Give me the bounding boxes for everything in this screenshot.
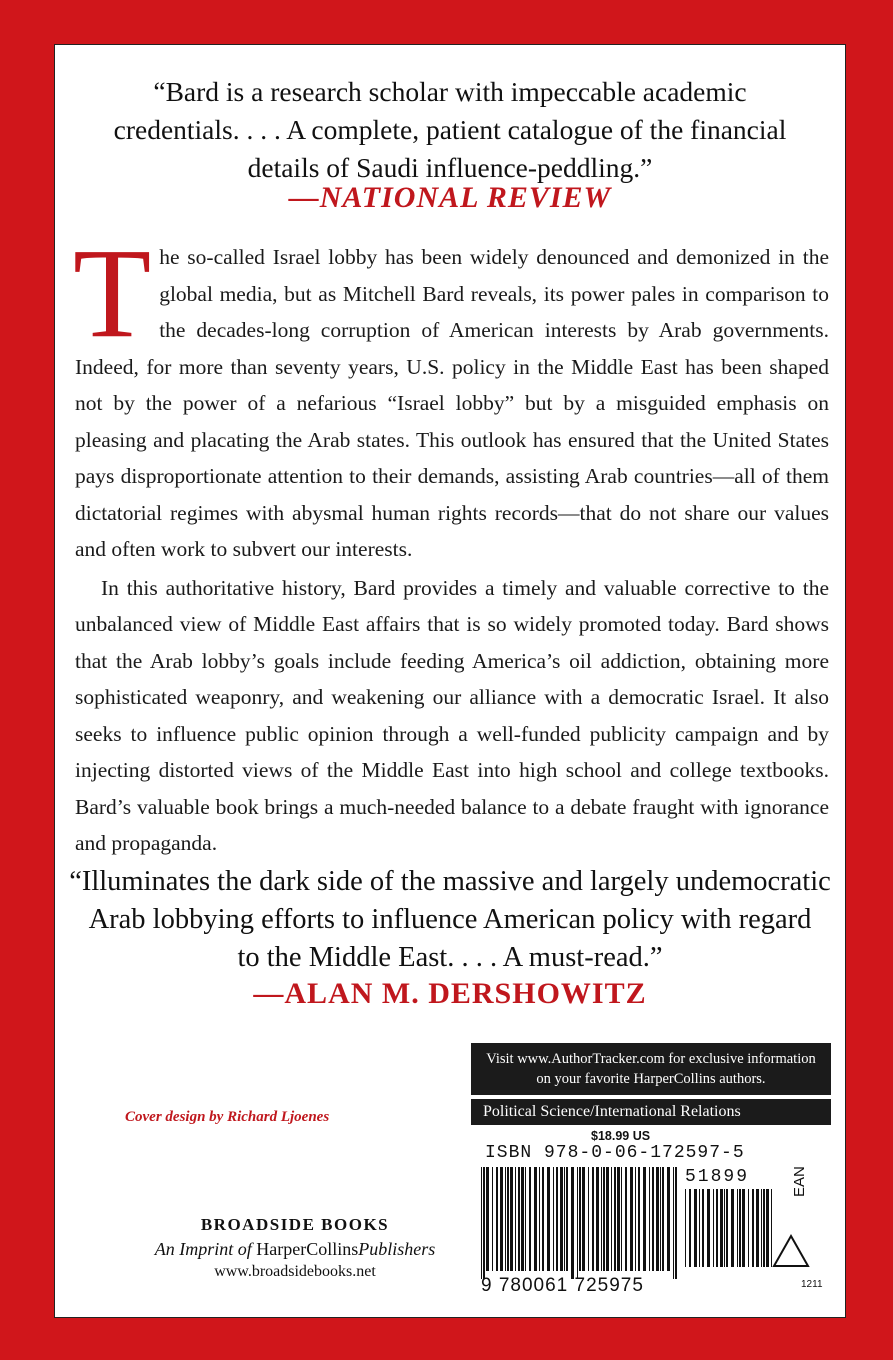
barcode-bar	[652, 1167, 654, 1271]
barcode-bar	[625, 1167, 627, 1271]
barcode-bar	[547, 1167, 550, 1271]
barcode-bar	[518, 1167, 520, 1271]
isbn-number: ISBN 978-0-06-172597-5	[485, 1143, 745, 1163]
barcode-bar	[707, 1189, 710, 1267]
barcode-bar	[564, 1167, 565, 1271]
barcode-bar	[500, 1167, 503, 1271]
barcode-bar	[720, 1189, 723, 1267]
barcode-bar	[606, 1167, 609, 1271]
barcode-bar	[507, 1167, 509, 1271]
barcode-bar	[483, 1167, 485, 1279]
publisher-block	[125, 1215, 465, 1281]
publisher-name: BROADSIDE BOOKS	[200, 1215, 390, 1234]
barcode-bar	[763, 1189, 765, 1267]
barcode-bar	[556, 1167, 558, 1271]
barcode-bar	[694, 1189, 697, 1267]
barcode-bar	[689, 1189, 691, 1267]
barcode-bar	[601, 1167, 602, 1271]
barcode-bar	[566, 1167, 568, 1271]
barcode-bar	[614, 1167, 616, 1271]
barcode-bar	[635, 1167, 636, 1271]
barcode-bar	[582, 1167, 585, 1271]
barcode-bar	[481, 1167, 482, 1279]
barcode-bar	[649, 1167, 650, 1271]
barcode-bar	[525, 1167, 526, 1271]
bottom-quote-line: to the Middle East. . . . A must-read.”	[237, 942, 663, 973]
barcode-bar	[638, 1167, 640, 1271]
barcode-bar	[766, 1189, 769, 1267]
publisher-imprint	[125, 1239, 465, 1260]
barcode-bar	[553, 1167, 554, 1271]
barcode-bar	[656, 1167, 659, 1271]
price: $18.99 US	[591, 1129, 651, 1143]
barcode-bar	[560, 1167, 563, 1271]
barcode-bar	[748, 1189, 749, 1267]
barcode-bar	[630, 1167, 633, 1271]
addon-number: 51899	[685, 1167, 750, 1187]
bottom-quote	[55, 863, 845, 977]
barcode-bar	[617, 1167, 620, 1271]
print-code: 1211	[801, 1279, 823, 1290]
barcode-bar	[660, 1167, 661, 1271]
barcode-area	[471, 1127, 831, 1303]
imprint-suffix: Publishers	[358, 1239, 436, 1259]
top-quote	[55, 73, 845, 187]
bottom-quote-attribution: —ALAN M. DERSHOWITZ	[253, 977, 647, 1010]
imprint-prefix: An Imprint of	[154, 1239, 252, 1259]
barcode-bar	[496, 1167, 498, 1271]
barcode-bar	[726, 1189, 728, 1267]
paragraph-1-text: he so-called Israel lobby has been widely denounced and demonized in the global media, but as Mitchell Bard reveals, its power pales in comparison to the decades-long corruption of American interests by Arab governments. Indeed, for more than seventy years, U.S. policy in the Middle East has been shaped not by the power of a nefarious “Israel lobby” but by a misguided emphasis on pleasing and placating the Arab states. This outlook has ensured that the United States pays disproportionate attention to their demands, assisting Arab countries—all of them dictatorial regimes with abysmal human rights records—that do not share our values and often work to subvert our interests.	[75, 245, 829, 561]
barcode-bar	[542, 1167, 544, 1271]
barcode-bar	[611, 1167, 612, 1271]
barcode-bar	[673, 1167, 674, 1279]
barcode-bar	[752, 1189, 754, 1267]
barcode-bar	[596, 1167, 599, 1271]
barcode-bar	[739, 1189, 741, 1267]
barcode-bar	[716, 1189, 718, 1267]
barcode-bar	[492, 1167, 493, 1271]
author-tracker-box	[471, 1043, 831, 1095]
back-cover-panel	[54, 44, 846, 1318]
barcode-bar	[675, 1167, 677, 1279]
barcode-bar	[521, 1167, 524, 1271]
barcode-bar	[756, 1189, 759, 1267]
bottom-quote-line: Arab lobbying efforts to influence American policy with regard	[88, 904, 812, 935]
description-paragraph-2: In this authoritative history, Bard provides a timely and valuable corrective to the unbalanced view of Middle East affairs that is so widely promoted today. Bard shows that the Arab lobby’s goals include feeding America’s oil addiction, obtaining more sophisticated weaponry, and weakening our alliance with a democratic Israel. It also seeks to influence public opinion through a well-funded publicity campaign and by injecting distorted views of the Middle East into high school and college textbooks. Bard’s valuable book brings a much-needed balance to a debate fraught with ignorance and propaganda.	[75, 575, 829, 855]
barcode-bar	[685, 1189, 686, 1267]
barcode-bar	[539, 1167, 540, 1271]
barcode-bar	[529, 1167, 531, 1271]
imprint-house: HarperCollins	[256, 1239, 359, 1259]
barcode-bar	[486, 1167, 489, 1271]
barcode-digits: 9 780061 725975	[481, 1275, 644, 1296]
price-addon-barcode	[683, 1189, 775, 1275]
isbn-barcode	[479, 1167, 679, 1279]
category-label: Political Science/International Relations	[471, 1099, 831, 1125]
barcode-bar	[577, 1167, 578, 1279]
top-quote-line: “Bard is a research scholar with impeccable academic	[153, 76, 747, 107]
barcode-bar	[662, 1167, 664, 1271]
barcode-bar	[571, 1167, 574, 1279]
top-quote-attribution: —NATIONAL REVIEW	[288, 181, 612, 214]
barcode-bar	[699, 1189, 700, 1267]
top-quote-line: details of Saudi influence-peddling.”	[247, 152, 653, 183]
publisher-url[interactable]: www.broadsidebooks.net	[214, 1263, 376, 1280]
drop-cap: T	[73, 222, 152, 364]
author-tracker-line: on your favorite HarperCollins authors.	[536, 1071, 766, 1087]
cover-design-credit: Cover design by Richard Ljoenes	[125, 1109, 330, 1125]
barcode-bar	[742, 1189, 745, 1267]
barcode-bar	[702, 1189, 704, 1267]
barcode-bar	[515, 1167, 516, 1271]
barcode-bar	[737, 1189, 738, 1267]
barcode-bar	[621, 1167, 622, 1271]
barcode-bar	[731, 1189, 734, 1267]
bottom-quote-line: “Illuminates the dark side of the massive and largely undemocratic	[69, 866, 831, 897]
barcode-bar	[510, 1167, 513, 1271]
book-description	[73, 222, 829, 862]
barcode-bar	[761, 1189, 762, 1267]
barcode-bar	[724, 1189, 725, 1267]
description-paragraph-1	[73, 222, 829, 568]
barcode-bar	[592, 1167, 594, 1271]
barcode-bar	[534, 1167, 537, 1271]
barcode-bar	[579, 1167, 581, 1271]
triangle-icon	[771, 1233, 811, 1269]
barcode-bar	[667, 1167, 670, 1271]
author-tracker-line: Visit www.AuthorTracker.com for exclusive information	[486, 1051, 816, 1067]
barcode-bar	[643, 1167, 646, 1271]
top-quote-line: credentials. . . . A complete, patient catalogue of the financial	[113, 114, 787, 145]
barcode-bar	[505, 1167, 506, 1271]
barcode-bar	[588, 1167, 589, 1271]
ean-label: EAN	[791, 1166, 808, 1197]
barcode-bar	[713, 1189, 714, 1267]
barcode-bar	[603, 1167, 605, 1271]
